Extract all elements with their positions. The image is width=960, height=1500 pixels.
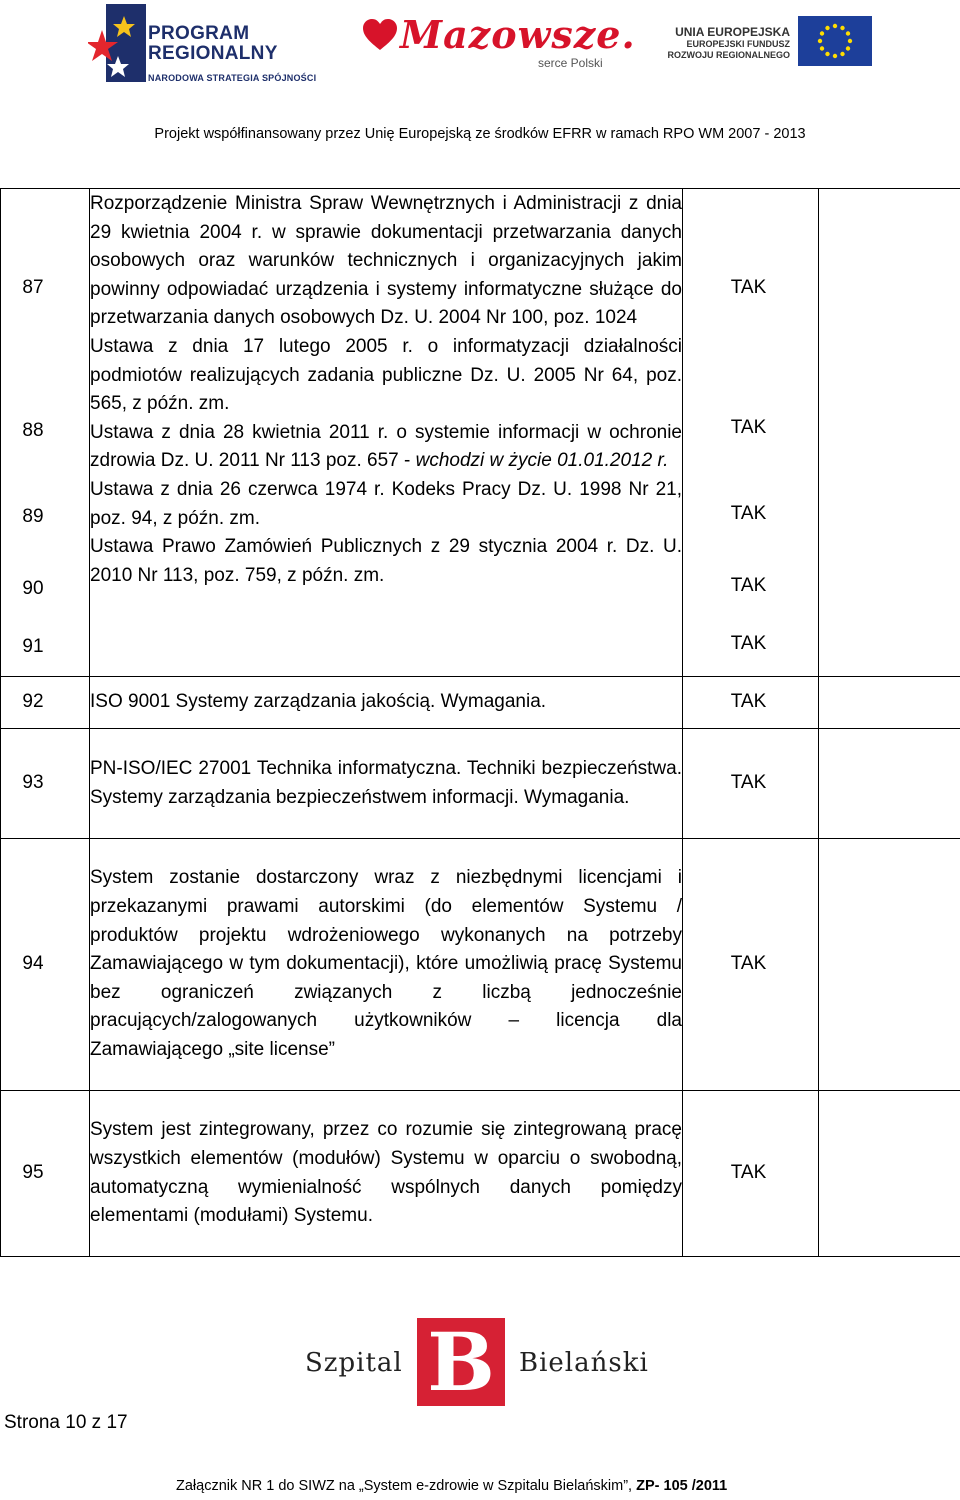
program-logo-line2: REGIONALNY — [148, 43, 278, 64]
table-row — [1, 839, 960, 1091]
status-column — [683, 189, 819, 677]
table-row — [1, 729, 960, 839]
mazowsze-wordmark: Mazowsze. — [400, 12, 636, 57]
mazowsze-logo — [360, 12, 636, 72]
status-value: TAK — [730, 632, 767, 654]
status-value: TAK — [730, 772, 767, 794]
requirement-text: System jest zintegrowany, przez co rozumie się zintegrowaną pracę wszystkich elementów (modułów) Systemu w oparciu o swobodną, automatyczną wymienialność wspólnych danych pomiędzy elementami (modułami) Systemu. — [90, 1091, 683, 1257]
requirement-text-89 — [90, 419, 682, 476]
status-value: TAK — [730, 277, 767, 299]
status-value: TAK — [730, 1162, 767, 1184]
table-row-group-87-91 — [1, 189, 960, 677]
row-number: 87 — [22, 277, 44, 299]
row-number-cell — [1, 677, 90, 729]
requirement-text: Ustawa z dnia 17 lutego 2005 r. o informatyzacji działalności podmiotów realizujących zadania publiczne Dz. U. 2005 Nr 64, poz. 565, z późn. zm. — [90, 335, 682, 415]
szpital-bielanski-logo — [305, 1315, 655, 1410]
requirement-text: System zostanie dostarczony wraz z niezbędnymi licencjami i przekazanymi prawami autorskimi (do elementów Systemu / produktów projektu wdrożeniowego wykonanych na potrzeby Zamawiającego w tym dokumentacji), które umożliwią pracę Systemu bez ograniczeń związanych z liczbą jednocześnie pracujących/zalogowanych użytkowników – licencja dla Zamawiającego „site license” — [90, 839, 683, 1091]
row-number: 91 — [22, 635, 44, 657]
row-number: 94 — [22, 953, 44, 975]
requirement-text-column — [90, 189, 683, 677]
row-number-cell — [1, 729, 90, 839]
program-logo-line3: NARODOWA STRATEGIA SPÓJNOŚCI — [148, 73, 317, 83]
status-cell — [683, 729, 819, 839]
status-value: TAK — [730, 953, 767, 975]
row-number-cell — [1, 1091, 90, 1257]
row-number: 93 — [22, 772, 44, 794]
szpital-logo-left: Szpital — [305, 1348, 403, 1378]
b-mark-icon — [417, 1315, 505, 1409]
empty-cell — [819, 677, 960, 729]
szpital-logo-right: Bielański — [519, 1348, 649, 1378]
requirement-note-italic: wchodzi w życie 01.01.2012 r. — [410, 450, 669, 472]
requirement-text: PN-ISO/IEC 27001 Technika informatyczna. Techniki bezpieczeństwa. Systemy zarządzania bezpieczeństwem informacji. Wymagania. — [90, 729, 683, 839]
program-regionalny-logo — [88, 4, 338, 84]
row-number: 88 — [22, 419, 44, 441]
empty-cell — [819, 1091, 960, 1257]
stars-emblem-icon — [88, 4, 146, 82]
eu-logo-line3: ROZWOJU REGIONALNEGO — [667, 50, 790, 60]
requirement-text: ISO 9001 Systemy zarządzania jakością. Wymagania. — [90, 677, 683, 729]
project-funding-line: Projekt współfinansowany przez Unię Europejską ze środków EFRR w ramach RPO WM 2007 - 2013 — [154, 126, 806, 142]
status-cell — [683, 677, 819, 729]
status-cell — [683, 1091, 819, 1257]
status-value: TAK — [730, 574, 767, 596]
row-number: 95 — [22, 1162, 44, 1184]
requirement-text: Rozporządzenie Ministra Spraw Wewnętrznych i Administracji z dnia 29 kwietnia 2004 r. w sprawie dokumentacji przetwarzania danych osobowych oraz warunków technicznych i organizacyjnych jakim powinny odpowiadać urządzenia i systemy informatyczne służące do przetwarzania danych osobowych Dz. U. 2004 Nr 100, poz. 1024 — [90, 193, 682, 329]
page-number: Strona 10 z 17 — [4, 1412, 128, 1433]
status-value: TAK — [730, 416, 767, 438]
requirement-text: Ustawa z dnia 26 czerwca 1974 r. Kodeks Pracy Dz. U. 1998 Nr 21, poz. 94, z późn. zm. — [90, 478, 682, 529]
eu-logo — [652, 16, 872, 72]
mazowsze-tagline: serce Polski — [538, 56, 603, 70]
requirement-text: Ustawa Prawo Zamówień Publicznych z 29 stycznia 2004 r. Dz. U. 2010 Nr 113, poz. 759, z późn. zm. — [90, 536, 682, 586]
attachment-ref: ZP- 105 /2011 — [632, 1478, 728, 1494]
szpital-logo-mark: B — [427, 1315, 495, 1409]
empty-cell — [819, 839, 960, 1091]
status-cell — [683, 839, 819, 1091]
heart-icon — [362, 18, 398, 52]
row-number: 89 — [22, 505, 44, 527]
table-row — [1, 1091, 960, 1257]
attachment-footer — [176, 1478, 960, 1494]
requirement-text: Ustawa z dnia 28 kwietnia 2011 r. o systemie informacji w ochronie zdrowia Dz. U. 2011 Nr 113 poz. 657 - — [90, 421, 682, 472]
row-number-column — [1, 189, 90, 677]
row-number-cell — [1, 839, 90, 1091]
row-number: 92 — [22, 691, 44, 713]
requirements-table — [0, 188, 960, 1257]
eu-flag-icon — [798, 16, 872, 66]
eu-logo-line1: UNIA EUROPEJSKA — [675, 25, 790, 39]
row-number: 90 — [22, 577, 44, 599]
table-row — [1, 677, 960, 729]
eu-logo-line2: EUROPEJSKI FUNDUSZ — [686, 39, 790, 49]
empty-cell — [819, 729, 960, 839]
status-value: TAK — [730, 502, 767, 524]
empty-cell — [819, 189, 960, 677]
program-logo-line1: PROGRAM — [148, 23, 250, 44]
status-value: TAK — [730, 691, 767, 713]
attachment-title: Załącznik NR 1 do SIWZ na „System e-zdrowie w Szpitalu Bielańskim”, — [176, 1478, 633, 1494]
